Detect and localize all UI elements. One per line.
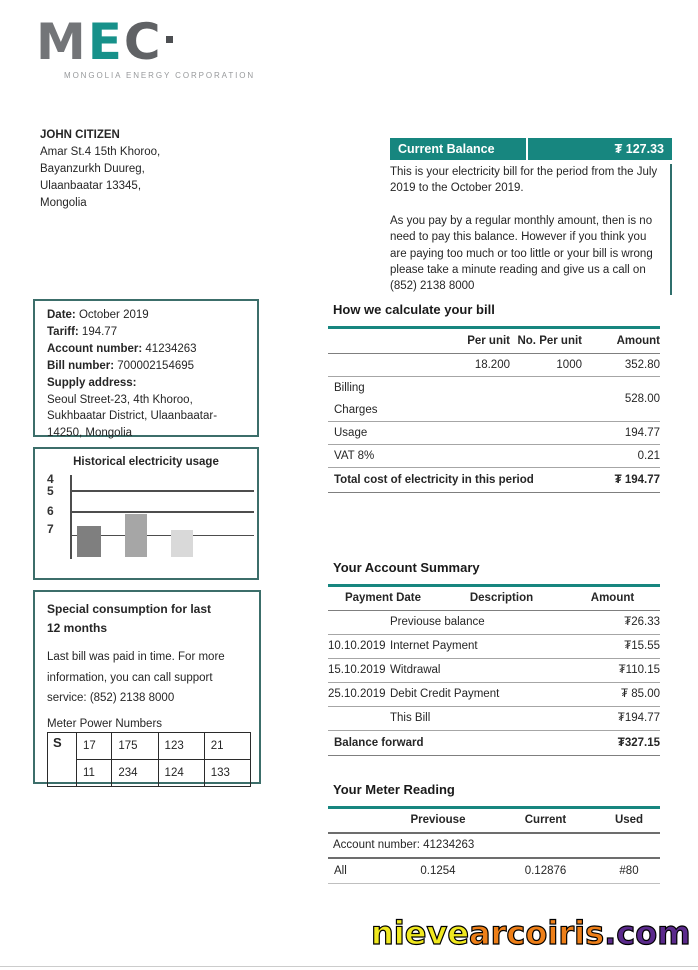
chart-bar	[171, 530, 193, 557]
table-row	[328, 683, 660, 707]
special-consumption-title: Special consumption for last 12 months	[47, 602, 212, 635]
info-line-date	[47, 307, 247, 324]
recipient-address-line: Bayanzurkh Duureg,	[40, 163, 145, 175]
cell: Usage	[334, 427, 368, 439]
cell: ₮ 85.00	[621, 688, 660, 700]
summary-table-header	[328, 587, 660, 611]
watermark-segment: nieve	[371, 914, 470, 952]
logo-dot-icon	[166, 36, 173, 43]
summary-total-row	[328, 731, 660, 756]
header-cell: Used	[614, 814, 644, 826]
header-cell: Payment Date	[344, 592, 422, 604]
header-cell: Current	[524, 814, 567, 826]
logo-letter-e: E	[87, 13, 124, 71]
meter-account-row: Account number: 41234263	[328, 834, 660, 859]
info-value: October 2019	[75, 309, 149, 321]
current-balance-amount: ₮ 127.33	[528, 138, 672, 160]
meter-cell: 234	[112, 759, 158, 786]
table-row	[328, 377, 660, 422]
special-consumption-text: Last bill was paid in time. For more information, you can call support service: (852) 2138 8000	[47, 651, 225, 704]
cell: 352.80	[624, 359, 660, 371]
table-row	[328, 707, 660, 731]
info-label: Tariff:	[47, 325, 79, 338]
cell: ₮26.33	[624, 616, 660, 628]
chart-title: Historical electricity usage	[73, 456, 219, 468]
info-line-tariff	[47, 324, 247, 341]
cell: 1000	[556, 359, 582, 371]
total-label: Total cost of electricity in this period	[334, 474, 534, 486]
table-row	[48, 732, 251, 759]
table-row	[328, 859, 660, 884]
meter-cell: 124	[158, 759, 204, 786]
y-axis-tick-label: 6	[47, 504, 54, 518]
cell: 25.10.2019	[328, 688, 386, 700]
logo-subtitle: MONGOLIA ENERGY CORPORATION	[64, 71, 256, 80]
header-cell: Amount	[616, 335, 660, 347]
summary-section-title: Your Account Summary	[333, 560, 480, 575]
supply-address-line: Sukhbaatar District, Ulaanbaatar-	[47, 410, 218, 423]
meter-section-title: Your Meter Reading	[333, 782, 455, 797]
info-label: Account number:	[47, 342, 143, 355]
meter-cell: 175	[112, 732, 158, 759]
cell: VAT 8%	[334, 450, 375, 462]
cell: Billing Charges	[334, 382, 378, 416]
total-amount: ₮ 194.77	[614, 474, 660, 486]
header-cell: Amount	[590, 592, 635, 604]
cell: Internet Payment	[390, 640, 478, 652]
table-row	[328, 611, 660, 635]
cell: 194.77	[624, 427, 660, 439]
cell: 15.10.2019	[328, 664, 386, 676]
special-consumption-box	[33, 590, 261, 784]
meter-cell: 11	[77, 759, 112, 786]
calc-total-row	[328, 468, 660, 493]
cell: Previouse balance	[390, 616, 485, 628]
watermark-text	[371, 914, 691, 952]
info-label: Supply address:	[47, 376, 137, 389]
supply-address-line: 14250, Mongolia	[47, 427, 133, 440]
cell: 18.200	[474, 359, 510, 371]
watermark-segment: .com	[604, 914, 691, 952]
table-row	[328, 354, 660, 377]
recipient-address-block	[40, 127, 160, 212]
y-axis-tick-label: 4	[47, 472, 54, 486]
header-cell: Previouse	[410, 814, 466, 826]
cell: 528.00	[624, 393, 660, 405]
y-axis-line	[70, 475, 72, 559]
chart-bar	[77, 526, 101, 557]
cell: Witdrawal	[390, 664, 441, 676]
meter-corner-cell: S	[48, 732, 77, 786]
table-row	[328, 635, 660, 659]
current-balance-title: Current Balance	[390, 138, 526, 160]
y-axis-tick-label: 7	[47, 522, 54, 536]
gridline	[70, 490, 254, 492]
total-label: Balance forward	[334, 737, 424, 749]
cell: All	[334, 865, 347, 877]
info-label: Date:	[47, 309, 76, 321]
y-axis-tick-label: 5	[47, 484, 54, 498]
gridline	[70, 511, 254, 513]
cell: ₮15.55	[624, 640, 660, 652]
info-line-supply	[47, 375, 247, 392]
chart-bar	[125, 514, 147, 557]
header-cell: Per unit	[467, 335, 510, 347]
meter-power-numbers-table	[47, 732, 251, 787]
info-line-account	[47, 341, 247, 358]
cell: 10.10.2019	[328, 640, 386, 652]
table-row	[48, 759, 251, 786]
meter-power-numbers-caption: Meter Power Numbers	[47, 717, 163, 730]
calc-table-header	[328, 329, 660, 354]
cell: ₮110.15	[618, 664, 660, 676]
account-info-box	[33, 299, 259, 440]
recipient-name: JOHN CITIZEN	[40, 129, 120, 141]
page-bottom-divider	[0, 966, 698, 967]
info-line-bill	[47, 358, 247, 375]
bill-details-column	[328, 302, 660, 884]
table-row	[328, 659, 660, 683]
table-row	[328, 422, 660, 445]
info-value: 41234263	[142, 342, 197, 355]
header-cell: No. Per unit	[517, 335, 582, 347]
meter-table-header	[328, 809, 660, 834]
billing-period-text: This is your electricity bill for the period from the July 2019 to the October 2019.	[390, 166, 658, 195]
header-cell: Description	[469, 592, 534, 604]
company-logo	[36, 13, 173, 71]
info-value: 700002154695	[114, 359, 195, 372]
cell: 0.1254	[420, 865, 456, 877]
calc-section-title: How we calculate your bill	[333, 302, 495, 317]
recipient-address-line: Mongolia	[40, 197, 87, 209]
recipient-address-line: Ulaanbaatar 13345,	[40, 180, 142, 192]
info-value: 194.77	[78, 325, 118, 338]
payment-advice-text: As you pay by a regular monthly amount, then is no need to pay this balance. However if you think you are paying too much or too little or your bill is wrong please take a minute reading and give us a call on (852) 2138 8000	[390, 214, 653, 293]
total-amount: ₮327.15	[617, 737, 660, 749]
cell: This Bill	[390, 712, 431, 724]
logo-letter-c: C	[123, 13, 163, 71]
recipient-address-line: Amar St.4 15th Khoroo,	[40, 146, 161, 158]
watermark-segment: arcoiris	[469, 914, 605, 952]
table-row	[328, 445, 660, 468]
meter-cell: 17	[77, 732, 112, 759]
current-balance-text	[390, 164, 672, 295]
info-label: Bill number:	[47, 359, 115, 372]
meter-cell: 123	[158, 732, 204, 759]
supply-address-line: Seoul Street-23, 4th Khoroo,	[47, 393, 193, 406]
cell: Debit Credit Payment	[390, 688, 500, 700]
cell: 0.21	[637, 450, 660, 462]
meter-cell: 21	[204, 732, 250, 759]
cell: 0.12876	[524, 865, 567, 877]
cell: #80	[619, 865, 639, 877]
cell: ₮194.77	[617, 712, 660, 724]
meter-cell: 133	[204, 759, 250, 786]
current-balance-header	[390, 138, 672, 160]
logo-letter-m: M	[36, 13, 88, 71]
usage-chart	[33, 447, 259, 580]
